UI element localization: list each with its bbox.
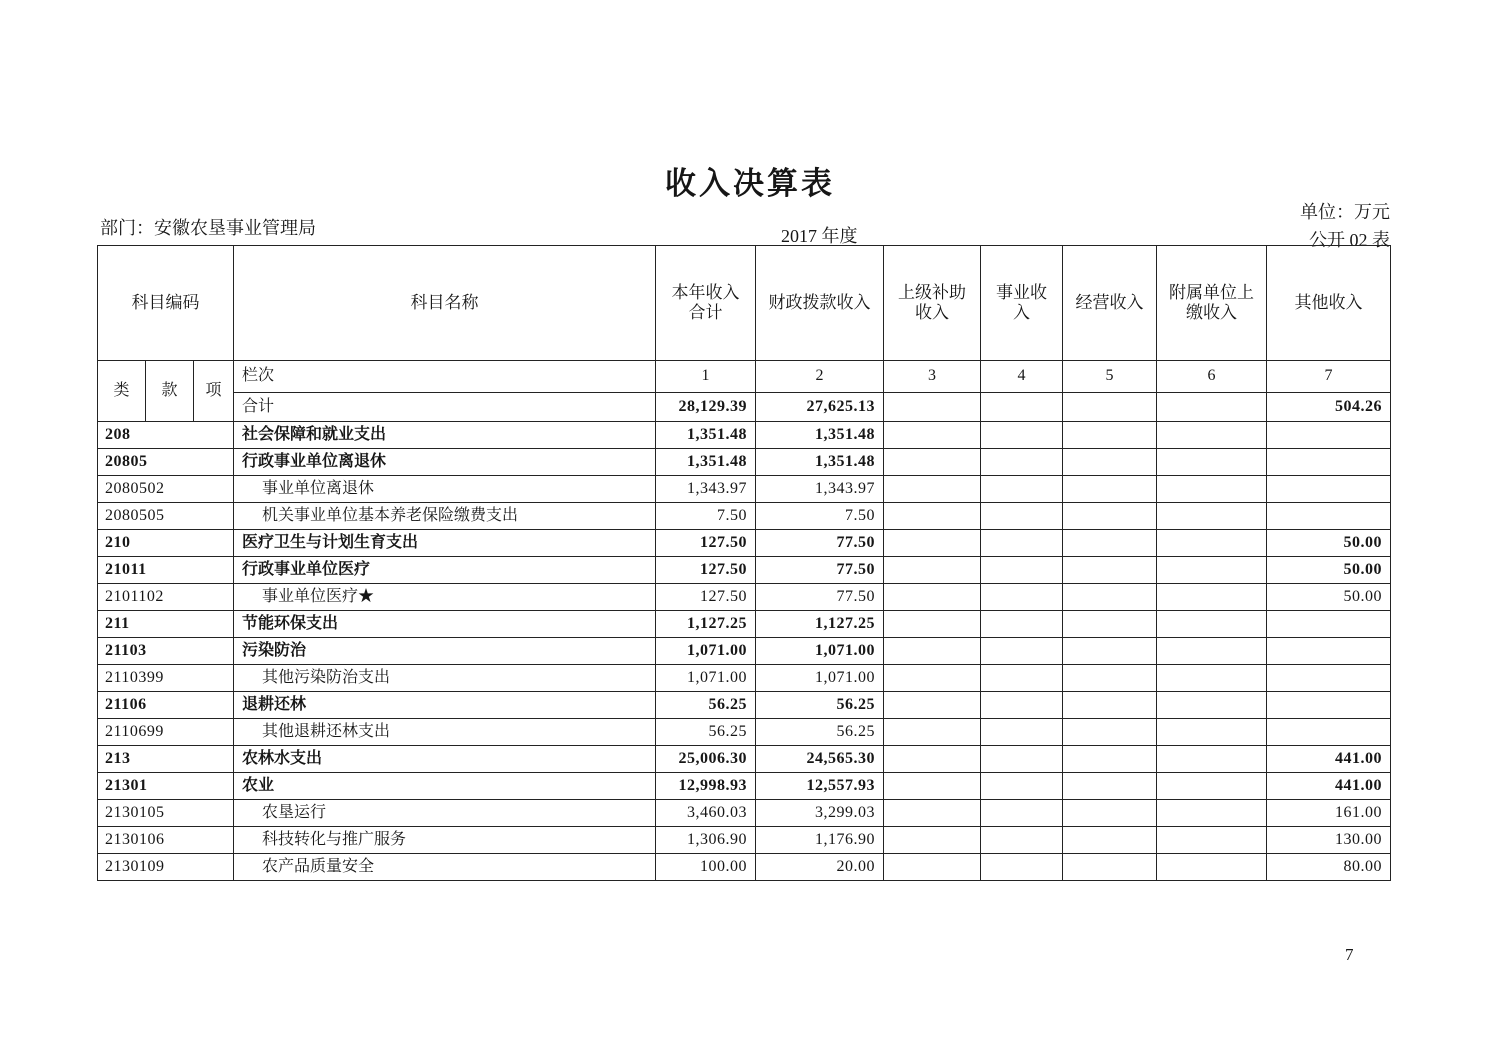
value-cell xyxy=(884,530,981,557)
total-value-4 xyxy=(981,393,1063,422)
subject-name-cell: 农业 xyxy=(234,773,656,800)
column-index-5: 5 xyxy=(1063,361,1157,393)
subject-code-cell: 2080502 xyxy=(98,476,234,503)
subject-code-cell: 21011 xyxy=(98,557,234,584)
table-number-label: 公开 02 表 xyxy=(1309,230,1390,250)
value-cell: 1,071.00 xyxy=(756,665,884,692)
value-cell: 20.00 xyxy=(756,854,884,881)
value-cell xyxy=(1063,422,1157,449)
header-col-3: 上级补助收入 xyxy=(884,246,981,361)
income-final-accounts-table xyxy=(97,245,1391,881)
value-cell: 1,351.48 xyxy=(756,449,884,476)
table-row xyxy=(98,827,1391,854)
header-col-6: 附属单位上缴收入 xyxy=(1157,246,1267,361)
value-cell xyxy=(884,719,981,746)
total-value-5 xyxy=(1063,393,1157,422)
value-cell: 7.50 xyxy=(656,503,756,530)
value-cell xyxy=(1063,584,1157,611)
subject-code-cell: 2101102 xyxy=(98,584,234,611)
value-cell: 25,006.30 xyxy=(656,746,756,773)
value-cell xyxy=(1157,746,1267,773)
total-row xyxy=(98,393,1391,422)
table-row xyxy=(98,719,1391,746)
value-cell: 127.50 xyxy=(656,557,756,584)
value-cell xyxy=(981,773,1063,800)
value-cell xyxy=(884,557,981,584)
subject-code-cell: 2130105 xyxy=(98,800,234,827)
page-number: 7 xyxy=(1345,945,1354,964)
subject-name-cell: 医疗卫生与计划生育支出 xyxy=(234,530,656,557)
value-cell: 3,460.03 xyxy=(656,800,756,827)
value-cell xyxy=(981,746,1063,773)
value-cell: 1,071.00 xyxy=(656,638,756,665)
value-cell: 127.50 xyxy=(656,584,756,611)
value-cell: 1,351.48 xyxy=(656,449,756,476)
value-cell: 77.50 xyxy=(756,557,884,584)
value-cell xyxy=(1063,665,1157,692)
column-index-2: 2 xyxy=(756,361,884,393)
value-cell xyxy=(1157,476,1267,503)
value-cell xyxy=(884,476,981,503)
subject-name-cell: 其他退耕还林支出 xyxy=(234,719,656,746)
header-col-2: 财政拨款收入 xyxy=(756,246,884,361)
value-cell xyxy=(1063,530,1157,557)
table-header-row xyxy=(98,246,1391,361)
value-cell: 56.25 xyxy=(656,692,756,719)
value-cell xyxy=(1063,503,1157,530)
value-cell xyxy=(981,827,1063,854)
header-code-item: 项 xyxy=(194,361,234,422)
value-cell: 12,998.93 xyxy=(656,773,756,800)
total-label: 合计 xyxy=(234,393,656,422)
subject-name-cell: 行政事业单位医疗 xyxy=(234,557,656,584)
header-subject-name: 科目名称 xyxy=(234,246,656,361)
subject-name-cell: 农垦运行 xyxy=(234,800,656,827)
subject-code-cell: 21106 xyxy=(98,692,234,719)
value-cell xyxy=(884,449,981,476)
value-cell xyxy=(884,665,981,692)
value-cell: 77.50 xyxy=(756,584,884,611)
value-cell xyxy=(884,773,981,800)
value-cell xyxy=(1157,665,1267,692)
value-cell xyxy=(981,611,1063,638)
value-cell xyxy=(981,719,1063,746)
subject-name-cell: 污染防治 xyxy=(234,638,656,665)
value-cell: 3,299.03 xyxy=(756,800,884,827)
department-label: 部门：安徽农垦事业管理局 xyxy=(100,218,316,238)
value-cell: 50.00 xyxy=(1267,557,1391,584)
value-cell: 7.50 xyxy=(756,503,884,530)
subject-code-cell: 20805 xyxy=(98,449,234,476)
value-cell: 77.50 xyxy=(756,530,884,557)
value-cell xyxy=(884,638,981,665)
value-cell xyxy=(1267,449,1391,476)
subject-code-cell: 210 xyxy=(98,530,234,557)
header-subject-code: 科目编码 xyxy=(98,246,234,361)
value-cell xyxy=(981,530,1063,557)
value-cell xyxy=(981,692,1063,719)
value-cell: 161.00 xyxy=(1267,800,1391,827)
value-cell xyxy=(1063,854,1157,881)
value-cell xyxy=(1063,449,1157,476)
table-row xyxy=(98,638,1391,665)
value-cell xyxy=(981,584,1063,611)
value-cell: 441.00 xyxy=(1267,773,1391,800)
value-cell: 1,176.90 xyxy=(756,827,884,854)
value-cell: 100.00 xyxy=(656,854,756,881)
table-row xyxy=(98,773,1391,800)
value-cell xyxy=(1157,854,1267,881)
table-row xyxy=(98,746,1391,773)
column-index-3: 3 xyxy=(884,361,981,393)
value-cell: 1,343.97 xyxy=(656,476,756,503)
subject-name-cell: 社会保障和就业支出 xyxy=(234,422,656,449)
value-cell xyxy=(1157,611,1267,638)
value-cell xyxy=(1157,773,1267,800)
value-cell xyxy=(1157,827,1267,854)
value-cell xyxy=(1267,422,1391,449)
subject-code-cell: 21301 xyxy=(98,773,234,800)
value-cell xyxy=(1063,476,1157,503)
value-cell xyxy=(1063,827,1157,854)
value-cell xyxy=(981,854,1063,881)
value-cell xyxy=(981,422,1063,449)
header-code-class: 类 xyxy=(98,361,146,422)
table-row xyxy=(98,584,1391,611)
value-cell xyxy=(1267,665,1391,692)
table-row xyxy=(98,530,1391,557)
value-cell xyxy=(1157,719,1267,746)
value-cell xyxy=(981,557,1063,584)
subject-name-cell: 退耕还林 xyxy=(234,692,656,719)
value-cell: 56.25 xyxy=(756,719,884,746)
value-cell xyxy=(981,503,1063,530)
subject-name-cell: 科技转化与推广服务 xyxy=(234,827,656,854)
subject-code-cell: 211 xyxy=(98,611,234,638)
value-cell: 80.00 xyxy=(1267,854,1391,881)
value-cell xyxy=(884,692,981,719)
value-cell: 1,343.97 xyxy=(756,476,884,503)
value-cell: 127.50 xyxy=(656,530,756,557)
subject-name-cell: 节能环保支出 xyxy=(234,611,656,638)
value-cell: 130.00 xyxy=(1267,827,1391,854)
value-cell xyxy=(1267,719,1391,746)
total-value-6 xyxy=(1157,393,1267,422)
value-cell: 1,351.48 xyxy=(756,422,884,449)
table-row xyxy=(98,611,1391,638)
value-cell: 50.00 xyxy=(1267,584,1391,611)
value-cell xyxy=(1267,476,1391,503)
table-row xyxy=(98,503,1391,530)
table-row xyxy=(98,557,1391,584)
subject-name-cell: 行政事业单位离退休 xyxy=(234,449,656,476)
value-cell: 56.25 xyxy=(656,719,756,746)
subject-code-cell: 213 xyxy=(98,746,234,773)
value-cell xyxy=(1157,449,1267,476)
table-row xyxy=(98,476,1391,503)
value-cell xyxy=(1157,584,1267,611)
table-row xyxy=(98,800,1391,827)
value-cell xyxy=(1267,611,1391,638)
value-cell xyxy=(884,584,981,611)
subject-code-cell: 2080505 xyxy=(98,503,234,530)
value-cell xyxy=(884,854,981,881)
value-cell xyxy=(884,422,981,449)
unit-label: 单位：万元 xyxy=(1300,202,1390,222)
column-index-7: 7 xyxy=(1267,361,1391,393)
value-cell: 1,127.25 xyxy=(756,611,884,638)
column-index-6: 6 xyxy=(1157,361,1267,393)
value-cell: 12,557.93 xyxy=(756,773,884,800)
subject-name-cell: 农产品质量安全 xyxy=(234,854,656,881)
column-index-label: 栏次 xyxy=(234,361,656,393)
value-cell xyxy=(981,449,1063,476)
header-col-7: 其他收入 xyxy=(1267,246,1391,361)
header-code-section: 款 xyxy=(146,361,194,422)
table-row xyxy=(98,449,1391,476)
total-value-3 xyxy=(884,393,981,422)
value-cell xyxy=(981,665,1063,692)
table-row xyxy=(98,665,1391,692)
value-cell xyxy=(981,800,1063,827)
value-cell xyxy=(1267,692,1391,719)
header-col-4: 事业收入 xyxy=(981,246,1063,361)
page-title: 收入决算表 xyxy=(665,166,835,201)
value-cell: 50.00 xyxy=(1267,530,1391,557)
value-cell xyxy=(1063,692,1157,719)
value-cell xyxy=(1157,422,1267,449)
value-cell: 1,071.00 xyxy=(756,638,884,665)
subject-code-cell: 2130109 xyxy=(98,854,234,881)
total-value-2: 27,625.13 xyxy=(756,393,884,422)
fiscal-year-label: 2017 年度 xyxy=(781,226,858,246)
value-cell xyxy=(1063,746,1157,773)
table-row xyxy=(98,692,1391,719)
value-cell: 1,351.48 xyxy=(656,422,756,449)
header-col-5: 经营收入 xyxy=(1063,246,1157,361)
header-col-1: 本年收入合计 xyxy=(656,246,756,361)
value-cell: 441.00 xyxy=(1267,746,1391,773)
value-cell xyxy=(1063,800,1157,827)
subject-code-cell: 2110699 xyxy=(98,719,234,746)
subject-code-cell: 2110399 xyxy=(98,665,234,692)
value-cell xyxy=(981,476,1063,503)
total-value-1: 28,129.39 xyxy=(656,393,756,422)
subject-code-cell: 21103 xyxy=(98,638,234,665)
value-cell xyxy=(981,638,1063,665)
subject-name-cell: 农林水支出 xyxy=(234,746,656,773)
value-cell: 24,565.30 xyxy=(756,746,884,773)
value-cell xyxy=(1267,503,1391,530)
table-row xyxy=(98,422,1391,449)
table-row xyxy=(98,854,1391,881)
subject-name-cell: 机关事业单位基本养老保险缴费支出 xyxy=(234,503,656,530)
value-cell xyxy=(1063,638,1157,665)
value-cell xyxy=(1157,692,1267,719)
subject-code-cell: 2130106 xyxy=(98,827,234,854)
total-value-7: 504.26 xyxy=(1267,393,1391,422)
value-cell xyxy=(884,503,981,530)
value-cell: 56.25 xyxy=(756,692,884,719)
value-cell xyxy=(884,746,981,773)
subject-name-cell: 事业单位离退休 xyxy=(234,476,656,503)
value-cell xyxy=(1157,638,1267,665)
subject-code-cell: 208 xyxy=(98,422,234,449)
value-cell xyxy=(1157,800,1267,827)
value-cell xyxy=(1157,557,1267,584)
value-cell: 1,071.00 xyxy=(656,665,756,692)
value-cell xyxy=(1063,719,1157,746)
value-cell xyxy=(884,827,981,854)
value-cell xyxy=(1063,611,1157,638)
column-index-1: 1 xyxy=(656,361,756,393)
value-cell xyxy=(1063,773,1157,800)
value-cell: 1,306.90 xyxy=(656,827,756,854)
value-cell xyxy=(1267,638,1391,665)
value-cell xyxy=(1157,503,1267,530)
subject-name-cell: 其他污染防治支出 xyxy=(234,665,656,692)
value-cell xyxy=(884,611,981,638)
value-cell xyxy=(1063,557,1157,584)
value-cell xyxy=(1157,530,1267,557)
column-index-4: 4 xyxy=(981,361,1063,393)
subject-name-cell: 事业单位医疗★ xyxy=(234,584,656,611)
value-cell xyxy=(884,800,981,827)
value-cell: 1,127.25 xyxy=(656,611,756,638)
column-index-row xyxy=(98,361,1391,393)
